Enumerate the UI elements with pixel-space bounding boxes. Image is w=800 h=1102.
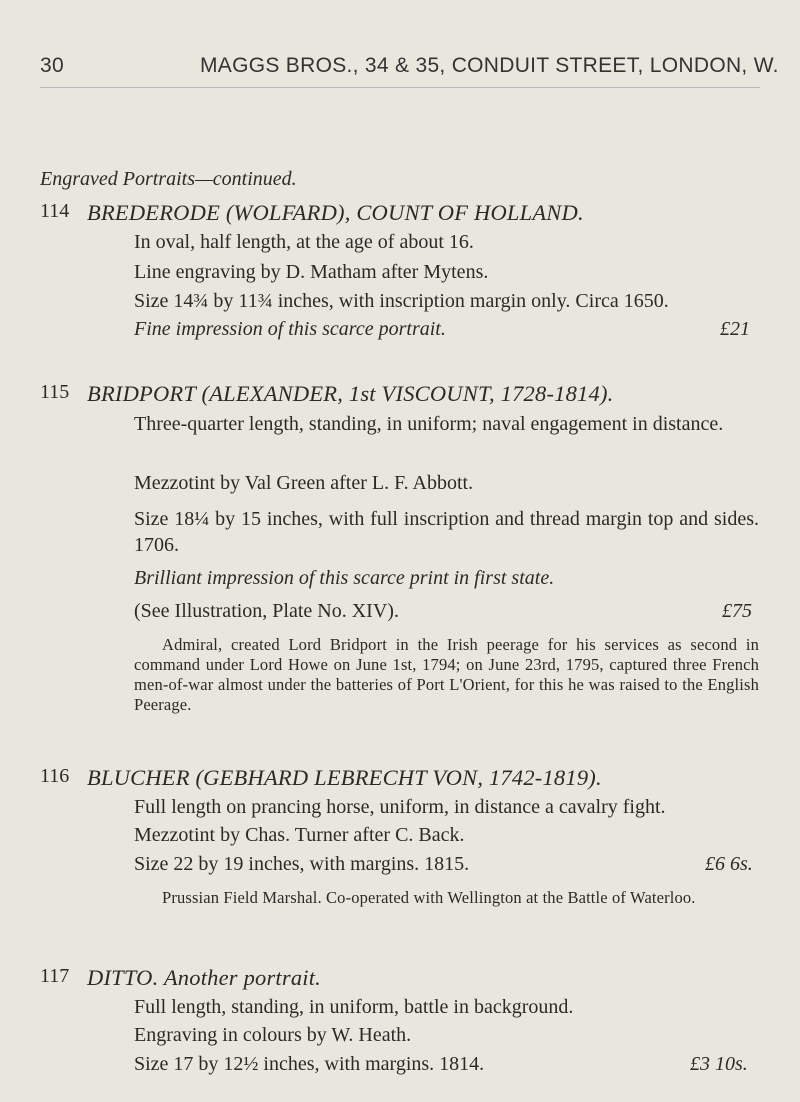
entry-line: Full length on prancing horse, uniform, in distance a cavalry fight. xyxy=(134,796,666,818)
section-title: Engraved Portraits—continued. xyxy=(40,168,297,190)
entry-number: 115 xyxy=(40,381,70,403)
entry-note: Prussian Field Marshal. Co-operated with Wellington at the Battle of Waterloo. xyxy=(162,888,696,907)
entry-note: Admiral, created Lord Bridport in the Irish peerage for his services as second in command under Lord Howe on June 1st, 1794; on June 23rd, 1795, captured three French men-of-war almost under the batteries of Port L'Orient, for this he was raised to the English Peerage. xyxy=(134,635,759,714)
entry-description: Three-quarter length, standing, in uniform; naval engagement in distance. xyxy=(134,413,724,435)
entry-price: £75 xyxy=(722,600,752,622)
entry-line: Full length, standing, in uniform, battle in background. xyxy=(134,996,574,1018)
entry-price: £6 6s. xyxy=(705,853,753,875)
entry-number: 117 xyxy=(40,965,70,987)
entry-line: Size 22 by 19 inches, with margins. 1815. xyxy=(134,853,470,875)
entry-line: Mezzotint by Chas. Turner after C. Back. xyxy=(134,824,465,846)
entry-line: In oval, half length, at the age of about 16. xyxy=(134,231,474,253)
entry-state: Brilliant impression of this scarce print in first state. xyxy=(134,567,555,589)
entry-line: Line engraving by D. Matham after Mytens. xyxy=(134,261,489,283)
entry-line: Size 14¾ by 11¾ inches, with inscription margin only. Circa 1650. xyxy=(134,290,669,312)
entry-heading: BLUCHER (GEBHARD LEBRECHT VON, 1742-1819). xyxy=(87,765,602,790)
header-rule xyxy=(40,87,760,88)
entry-heading: DITTO. Another portrait. xyxy=(87,965,322,990)
entry-price: £3 10s. xyxy=(690,1053,748,1075)
entry-price: £21 xyxy=(720,318,750,340)
entry-engraver: Mezzotint by Val Green after L. F. Abbott. xyxy=(134,472,474,494)
entry-heading: BREDERODE (WOLFARD), COUNT OF HOLLAND. xyxy=(87,200,584,225)
entry-number: 116 xyxy=(40,765,70,787)
running-title: MAGGS BROS., 34 & 35, CONDUIT STREET, LONDON, W. xyxy=(200,54,779,77)
entry-line: Size 17 by 12½ inches, with margins. 1814. xyxy=(134,1053,485,1075)
entry-number: 114 xyxy=(40,200,70,222)
entry-reference: (See Illustration, Plate No. XIV). xyxy=(134,600,399,622)
entry-size: Size 18¼ by 15 inches, with full inscription and thread margin top and sides. 1706. xyxy=(134,508,759,556)
entry-line: Fine impression of this scarce portrait. xyxy=(134,318,446,340)
page-number: 30 xyxy=(40,54,64,77)
entry-heading: BRIDPORT (ALEXANDER, 1st VISCOUNT, 1728-1814). xyxy=(87,381,614,406)
entry-line: Engraving in colours by W. Heath. xyxy=(134,1024,412,1046)
